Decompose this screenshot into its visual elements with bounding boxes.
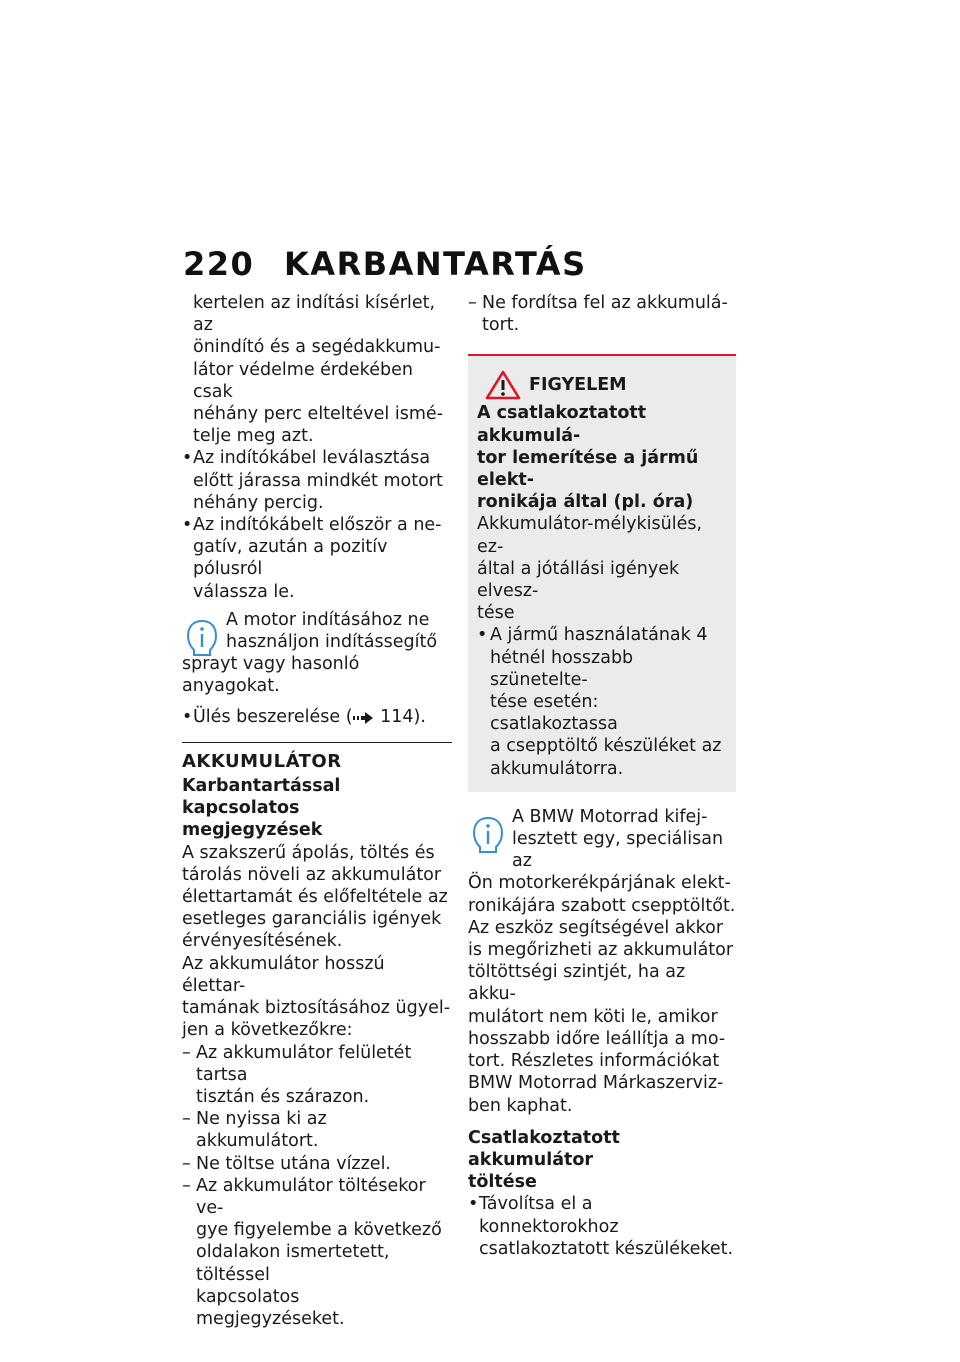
- list-item: • Az indítókábel leválasztása előtt járassa mindkét motort néhány percig.: [182, 447, 452, 514]
- section-title: AKKUMULÁTOR: [182, 750, 342, 772]
- dash-item: – Ne nyissa ki az akkumulátort.: [182, 1108, 452, 1152]
- left-column: [182, 292, 452, 1330]
- warning-triangle-icon: [485, 370, 521, 400]
- list-item: • A jármű használatának 4 hétnél hosszabb szünetelte- tése esetén: csatlakoztassa a csepptöltő készüléket az akkumulátorra.: [477, 624, 727, 779]
- list-item: • Ülés beszerelése ( 114).: [182, 706, 452, 728]
- info-icon: [184, 617, 220, 657]
- dash-item: – Ne fordítsa fel az akkumulá- tort.: [468, 292, 736, 336]
- warning-label: FIGYELEM: [529, 375, 627, 396]
- dash-item: – Az akkumulátor felületét tartsa tisztán és szárazon.: [182, 1042, 452, 1109]
- warning-text: Akkumulátor-mélykisülés, ez- által a jótállási igények elvesz- tése: [477, 514, 703, 624]
- right-column: [468, 292, 736, 1260]
- subheading: Csatlakoztatott akkumulátor töltése: [468, 1127, 620, 1193]
- list-item: • Távolítsa el a konnektorokhoz csatlakoztatott készülékeket.: [468, 1193, 736, 1260]
- continued-bullet-text: kertelen az indítási kísérlet, az önindító és a segédakkumu- látor védelme érdekében csak néhány perc elteltével ismé- telje meg azt.: [193, 293, 443, 447]
- subheading: Karbantartással kapcsolatos megjegyzések: [182, 776, 341, 841]
- page-header: [183, 245, 587, 283]
- section-divider: [182, 742, 452, 743]
- info-note: A motor indításához ne használjon indítássegítő sprayt vagy hasonló anyagokat.: [182, 609, 438, 697]
- page-reference-arrow-icon: [353, 712, 375, 724]
- page-number: 220: [183, 245, 255, 283]
- dash-item: – Ne töltse utána vízzel.: [182, 1153, 452, 1175]
- paragraph: Az akkumulátor hosszú élettar- tamának biztosításához ügyel- jen a következőkre:: [182, 953, 451, 1041]
- warning-header: [477, 370, 727, 402]
- paragraph: A szakszerű ápolás, töltés és tárolás növeli az akkumulátor élettartamát és előfeltétele az esetleges garanciális igények érvényesítésének.: [182, 842, 448, 952]
- warning-box: [468, 354, 736, 791]
- info-icon: [470, 814, 506, 854]
- info-note: A BMW Motorrad kifej- lesztett egy, speciálisan az Ön motorkerékpárjának elekt- ronikájára szabott csepptöltőt. Az eszköz segítségével akkor is megőrizheti az akkumulátor töltöttségi szintjét, ha az akku- mulátort nem köti le, amikor hosszabb időre leállítja a mo- tort. Részletes információkat BMW Motorrad Márkaszerviz- ben kaphat.: [468, 806, 736, 1116]
- chapter-title: KARBANTARTÁS: [284, 245, 587, 283]
- warning-title: A csatlakoztatott akkumulá- tor lemerítése a jármű elekt- ronikája által (pl. óra): [477, 403, 699, 513]
- list-item: • Az indítókábelt először a ne- gatív, azután a pozitív pólusról válassza le.: [182, 514, 452, 603]
- dash-item: – Az akkumulátor töltésekor ve- gye figyelembe a következő oldalakon ismertetett, töltéssel kapcsolatos megjegyzéseket.: [182, 1175, 452, 1330]
